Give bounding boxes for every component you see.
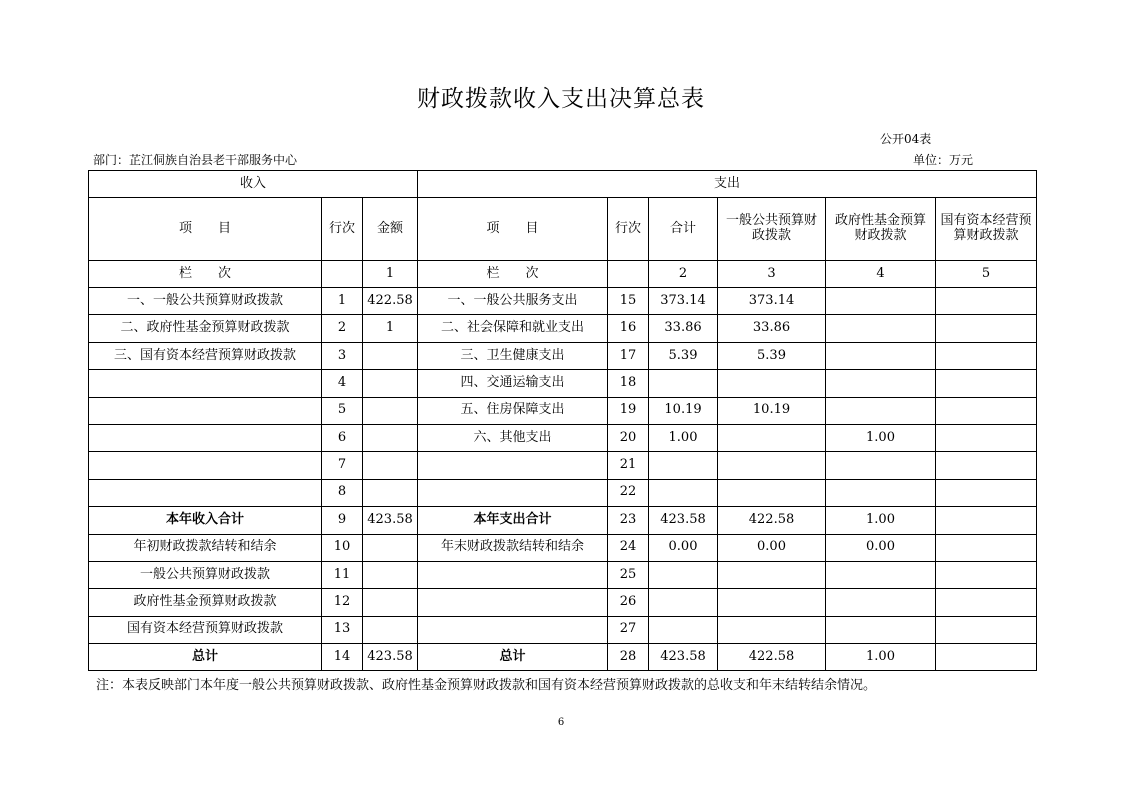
income-row-no-cell: 1 — [322, 288, 363, 315]
expense-row-no-header: 行次 — [608, 198, 649, 261]
income-amount-cell: 1 — [363, 315, 418, 342]
table-row — [89, 479, 1037, 506]
general-budget-cell: 5.39 — [718, 342, 826, 369]
column-index-3: 3 — [718, 261, 826, 288]
state-capital-cell — [936, 561, 1037, 588]
income-item-cell: 政府性基金预算财政拨款 — [89, 589, 322, 616]
expense-row-no-cell: 27 — [608, 616, 649, 643]
expense-item-cell: 本年支出合计 — [418, 507, 608, 534]
expense-lanci-label: 栏 次 — [418, 261, 608, 288]
gov-fund-cell: 1.00 — [826, 424, 936, 451]
state-capital-cell — [936, 644, 1037, 671]
income-amount-cell — [363, 424, 418, 451]
table-row — [89, 342, 1037, 369]
income-amount-cell — [363, 370, 418, 397]
income-amount-cell: 423.58 — [363, 644, 418, 671]
income-amount-cell: 422.58 — [363, 288, 418, 315]
total-cell — [649, 479, 718, 506]
expense-item-cell: 一、一般公共服务支出 — [418, 288, 608, 315]
expense-section-header: 支出 — [418, 171, 1037, 198]
table-row — [89, 534, 1037, 561]
expense-item-cell: 四、交通运输支出 — [418, 370, 608, 397]
total-cell: 33.86 — [649, 315, 718, 342]
gov-fund-cell — [826, 616, 936, 643]
total-cell — [649, 370, 718, 397]
table-row — [89, 561, 1037, 588]
expense-item-cell: 六、其他支出 — [418, 424, 608, 451]
income-row-no-cell: 10 — [322, 534, 363, 561]
expense-item-cell: 二、社会保障和就业支出 — [418, 315, 608, 342]
state-capital-cell — [936, 452, 1037, 479]
column-index-2: 2 — [649, 261, 718, 288]
expense-row-no-cell: 21 — [608, 452, 649, 479]
gov-fund-cell — [826, 370, 936, 397]
gov-fund-cell: 1.00 — [826, 644, 936, 671]
general-budget-cell: 422.58 — [718, 507, 826, 534]
expense-row-no-cell: 16 — [608, 315, 649, 342]
income-item-cell: 总计 — [89, 644, 322, 671]
income-item-cell: 一般公共预算财政拨款 — [89, 561, 322, 588]
table-row — [89, 507, 1037, 534]
fiscal-appropriation-table — [88, 170, 1037, 671]
total-header: 合计 — [649, 198, 718, 261]
expense-row-no-cell: 25 — [608, 561, 649, 588]
total-cell: 5.39 — [649, 342, 718, 369]
table-row — [89, 452, 1037, 479]
state-capital-cell — [936, 534, 1037, 561]
income-row-no-cell: 12 — [322, 589, 363, 616]
column-index-1: 1 — [363, 261, 418, 288]
expense-item-cell: 总计 — [418, 644, 608, 671]
income-row-no-cell: 6 — [322, 424, 363, 451]
general-budget-cell — [718, 589, 826, 616]
income-amount-cell: 423.58 — [363, 507, 418, 534]
income-row-no-header: 行次 — [322, 198, 363, 261]
general-budget-cell — [718, 370, 826, 397]
income-amount-cell — [363, 534, 418, 561]
income-row-no-cell: 8 — [322, 479, 363, 506]
general-budget-cell: 10.19 — [718, 397, 826, 424]
state-capital-cell — [936, 507, 1037, 534]
gov-fund-cell — [826, 288, 936, 315]
table-row — [89, 370, 1037, 397]
income-row-no-cell: 11 — [322, 561, 363, 588]
income-item-cell: 国有资本经营预算财政拨款 — [89, 616, 322, 643]
total-cell — [649, 561, 718, 588]
general-budget-cell — [718, 452, 826, 479]
income-amount-cell — [363, 561, 418, 588]
total-cell — [649, 452, 718, 479]
income-amount-cell — [363, 589, 418, 616]
income-lanci-label: 栏 次 — [89, 261, 322, 288]
general-budget-cell — [718, 479, 826, 506]
income-amount-cell — [363, 616, 418, 643]
income-item-cell: 三、国有资本经营预算财政拨款 — [89, 342, 322, 369]
income-item-cell — [89, 479, 322, 506]
table-row — [89, 424, 1037, 451]
page-number: 6 — [557, 717, 565, 728]
expense-row-no-cell: 22 — [608, 479, 649, 506]
income-amount-cell — [363, 479, 418, 506]
total-cell — [649, 589, 718, 616]
unit-label: 单位：万元 — [913, 153, 974, 167]
income-row-no-cell: 14 — [322, 644, 363, 671]
table-row — [89, 616, 1037, 643]
income-item-cell — [89, 370, 322, 397]
income-row-no-cell: 9 — [322, 507, 363, 534]
section-header-row — [89, 171, 1037, 198]
expense-item-cell — [418, 561, 608, 588]
state-capital-cell — [936, 616, 1037, 643]
expense-row-no-cell: 24 — [608, 534, 649, 561]
total-cell: 10.19 — [649, 397, 718, 424]
table-row — [89, 589, 1037, 616]
column-index-4: 4 — [826, 261, 936, 288]
income-item-cell — [89, 424, 322, 451]
table-row — [89, 644, 1037, 671]
income-amount-header: 金额 — [363, 198, 418, 261]
income-item-header: 项 目 — [89, 198, 322, 261]
general-budget-cell — [718, 424, 826, 451]
empty-cell — [608, 261, 649, 288]
income-row-no-cell: 4 — [322, 370, 363, 397]
income-item-cell: 本年收入合计 — [89, 507, 322, 534]
income-section-header: 收入 — [89, 171, 418, 198]
income-item-cell: 二、政府性基金预算财政拨款 — [89, 315, 322, 342]
general-budget-cell: 422.58 — [718, 644, 826, 671]
income-amount-cell — [363, 342, 418, 369]
state-capital-cell — [936, 424, 1037, 451]
gov-fund-cell — [826, 561, 936, 588]
income-row-no-cell: 5 — [322, 397, 363, 424]
table-row — [89, 288, 1037, 315]
gov-fund-cell: 1.00 — [826, 507, 936, 534]
expense-item-cell: 年末财政拨款结转和结余 — [418, 534, 608, 561]
gov-fund-cell — [826, 315, 936, 342]
expense-item-header: 项 目 — [418, 198, 608, 261]
gov-fund-cell — [826, 479, 936, 506]
income-row-no-cell: 13 — [322, 616, 363, 643]
income-item-cell — [89, 397, 322, 424]
total-cell: 423.58 — [649, 507, 718, 534]
general-budget-cell: 373.14 — [718, 288, 826, 315]
table-row — [89, 397, 1037, 424]
expense-row-no-cell: 23 — [608, 507, 649, 534]
general-budget-cell — [718, 616, 826, 643]
column-header-row — [89, 198, 1037, 261]
expense-row-no-cell: 18 — [608, 370, 649, 397]
empty-cell — [322, 261, 363, 288]
expense-item-cell — [418, 452, 608, 479]
state-capital-cell — [936, 288, 1037, 315]
expense-row-no-cell: 28 — [608, 644, 649, 671]
department-label: 部门：芷江侗族自治县老干部服务中心 — [93, 153, 298, 167]
expense-item-cell — [418, 589, 608, 616]
gov-fund-cell — [826, 397, 936, 424]
income-item-cell — [89, 452, 322, 479]
income-row-no-cell: 2 — [322, 315, 363, 342]
income-amount-cell — [363, 452, 418, 479]
income-item-cell: 年初财政拨款结转和结余 — [89, 534, 322, 561]
total-cell: 0.00 — [649, 534, 718, 561]
general-budget-cell: 33.86 — [718, 315, 826, 342]
state-capital-cell — [936, 370, 1037, 397]
income-amount-cell — [363, 397, 418, 424]
total-cell: 423.58 — [649, 644, 718, 671]
state-capital-cell — [936, 589, 1037, 616]
gov-fund-cell — [826, 342, 936, 369]
column-index-row — [89, 261, 1037, 288]
income-row-no-cell: 7 — [322, 452, 363, 479]
expense-item-cell: 三、卫生健康支出 — [418, 342, 608, 369]
state-capital-cell — [936, 397, 1037, 424]
expense-item-cell — [418, 616, 608, 643]
general-budget-cell — [718, 561, 826, 588]
gov-fund-cell — [826, 589, 936, 616]
expense-item-cell: 五、住房保障支出 — [418, 397, 608, 424]
total-cell: 1.00 — [649, 424, 718, 451]
expense-row-no-cell: 26 — [608, 589, 649, 616]
gov-fund-header: 政府性基金预算财政拨款 — [826, 198, 936, 261]
expense-row-no-cell: 19 — [608, 397, 649, 424]
expense-row-no-cell: 15 — [608, 288, 649, 315]
expense-item-cell — [418, 479, 608, 506]
general-budget-cell: 0.00 — [718, 534, 826, 561]
column-index-5: 5 — [936, 261, 1037, 288]
gov-fund-cell: 0.00 — [826, 534, 936, 561]
state-capital-cell — [936, 479, 1037, 506]
income-row-no-cell: 3 — [322, 342, 363, 369]
state-capital-header: 国有资本经营预算财政拨款 — [936, 198, 1037, 261]
footnote: 注：本表反映部门本年度一般公共预算财政拨款、政府性基金预算财政拨款和国有资本经营预算财政拨款的总收支和年末结转结余情况。 — [96, 678, 877, 693]
expense-row-no-cell: 17 — [608, 342, 649, 369]
table-row — [89, 315, 1037, 342]
state-capital-cell — [936, 315, 1037, 342]
form-number: 公开04表 — [880, 132, 932, 146]
expense-row-no-cell: 20 — [608, 424, 649, 451]
page-title: 财政拨款收入支出决算总表 — [417, 86, 705, 112]
total-cell — [649, 616, 718, 643]
income-item-cell: 一、一般公共预算财政拨款 — [89, 288, 322, 315]
total-cell: 373.14 — [649, 288, 718, 315]
general-budget-header: 一般公共预算财政拨款 — [718, 198, 826, 261]
gov-fund-cell — [826, 452, 936, 479]
state-capital-cell — [936, 342, 1037, 369]
